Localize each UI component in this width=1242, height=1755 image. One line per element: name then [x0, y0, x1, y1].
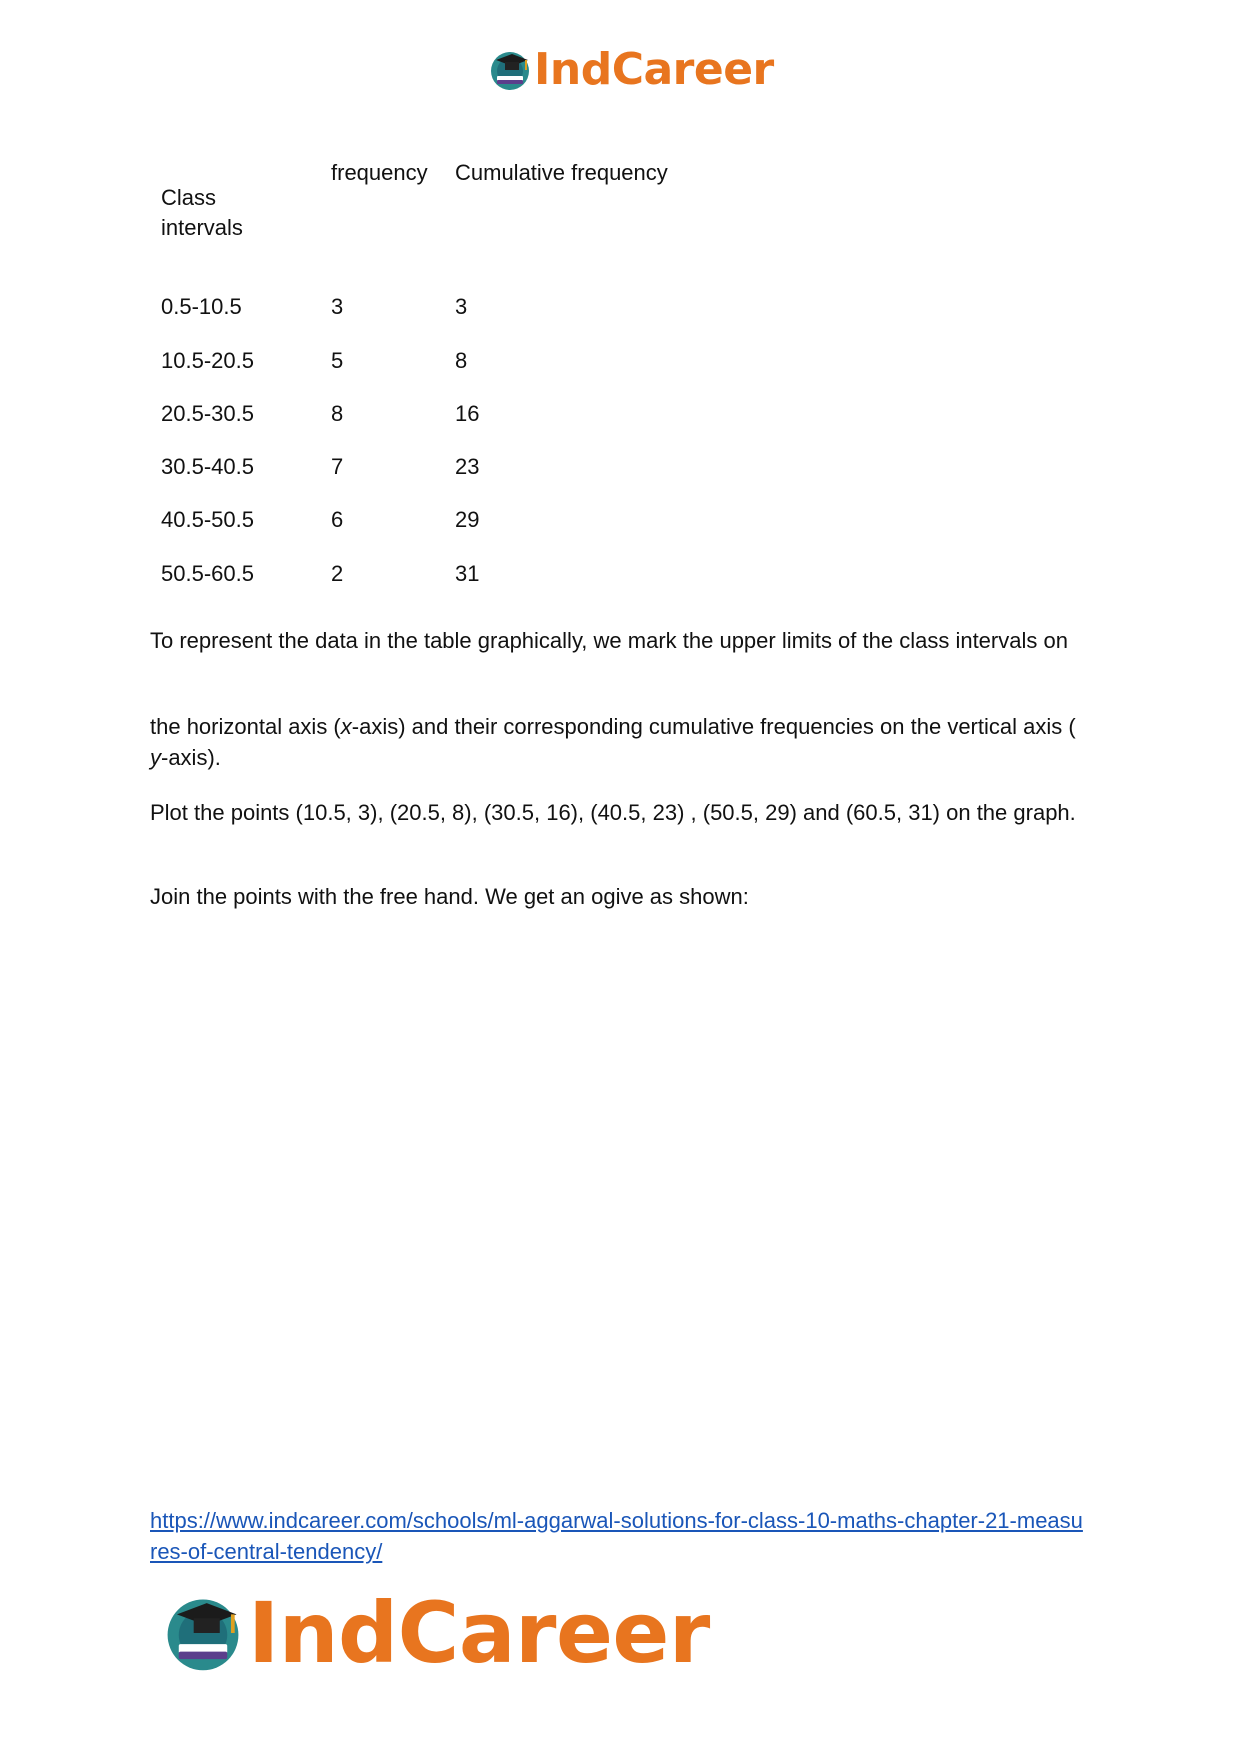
table-cell-cumulative: 3	[455, 294, 468, 319]
paragraph-axes	[150, 711, 1090, 773]
paragraph-axes-part3: -axis).	[161, 745, 221, 770]
y-variable: y	[150, 745, 161, 770]
table-cell-interval: 0.5-10.5	[161, 294, 242, 319]
paragraph-represent-data: To represent the data in the table graphically, we mark the upper limits of the class intervals on	[150, 628, 1068, 653]
table-cell-frequency: 6	[331, 507, 344, 532]
table-cell-frequency: 8	[331, 401, 344, 426]
graduation-book-icon	[162, 1592, 244, 1674]
header-cumulative-frequency: Cumulative frequency	[455, 160, 668, 185]
table-cell-frequency: 7	[331, 454, 344, 479]
table-cell-interval: 40.5-50.5	[161, 507, 254, 532]
paragraph-axes-part2: -axis) and their corresponding cumulative frequencies on the vertical axis (	[351, 714, 1076, 739]
table-cell-interval: 10.5-20.5	[161, 348, 254, 373]
source-link[interactable]: https://www.indcareer.com/schools/ml-aggarwal-solutions-for-class-10-maths-chapter-21-measures-of-central-tendency/	[150, 1508, 1083, 1564]
table-cell-cumulative: 29	[455, 507, 480, 532]
paragraph-axes-part1: the horizontal axis (	[150, 714, 341, 739]
table-cell-cumulative: 23	[455, 454, 480, 479]
table-cell-cumulative: 31	[455, 561, 480, 586]
paragraph-plot-points: Plot the points (10.5, 3), (20.5, 8), (30.5, 16), (40.5, 23) , (50.5, 29) and (60.5, 31) on the graph.	[150, 800, 1076, 825]
table-cell-interval: 50.5-60.5	[161, 561, 254, 586]
brand-name: IndCareer	[534, 44, 774, 95]
table-cell-cumulative: 16	[455, 401, 480, 426]
table-cell-cumulative: 8	[455, 348, 468, 373]
header-frequency: frequency	[331, 160, 428, 185]
table-cell-frequency: 2	[331, 561, 344, 586]
table-cell-frequency: 3	[331, 294, 344, 319]
x-variable: x	[340, 714, 352, 739]
table-cell-interval: 30.5-40.5	[161, 454, 254, 479]
table-cell-frequency: 5	[331, 348, 344, 373]
brand-name: IndCareer	[248, 1584, 710, 1682]
footer-logo	[162, 1584, 710, 1682]
header-class-intervals: Class intervals	[161, 185, 243, 240]
frequency-table	[161, 0, 861, 600]
table-cell-interval: 20.5-30.5	[161, 401, 254, 426]
paragraph-join-points: Join the points with the free hand. We get an ogive as shown:	[150, 884, 749, 909]
